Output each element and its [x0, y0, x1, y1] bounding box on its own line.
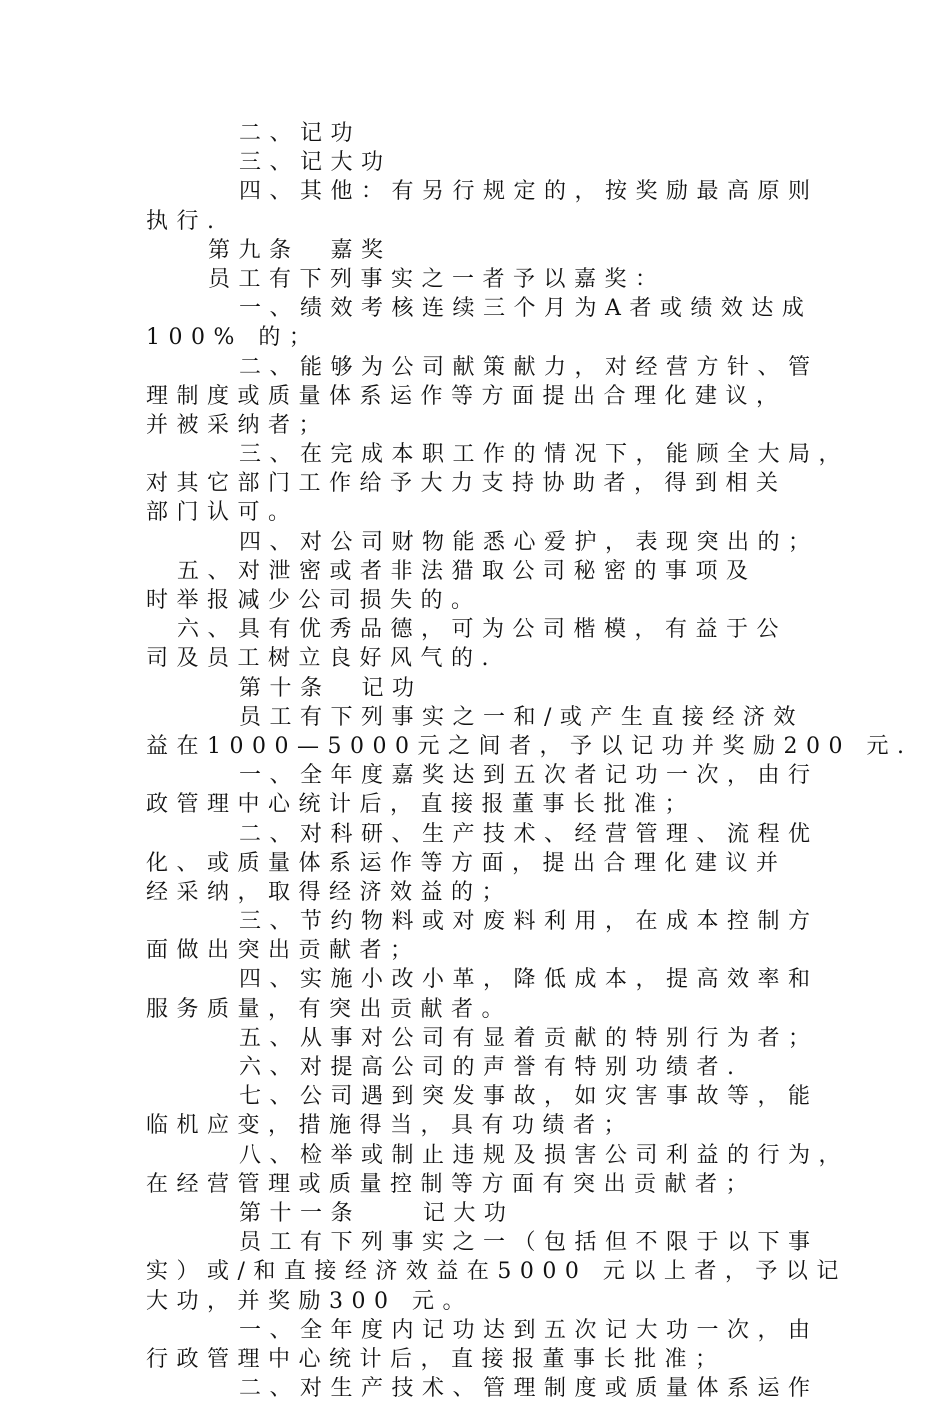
- text-line: 五、对泄密或者非法猎取公司秘密的事项及: [146, 558, 757, 584]
- text-line: 六、对提高公司的声誉有特别功绩者.: [146, 1055, 743, 1080]
- section-heading: 第十一条 记大功: [146, 1200, 515, 1226]
- text-line: 一、全年度内记功达到五次记大功一次，由: [146, 1317, 819, 1343]
- text-line: 一、全年度嘉奖达到五次者记功一次，由行: [146, 763, 819, 789]
- text-line: 二、能够为公司献策献力，对经营方针、管: [146, 354, 819, 380]
- text-line: 五、从事对公司有显着贡献的特别行为者；: [146, 1025, 819, 1051]
- text-line: 员工有下列事实之一者予以嘉奖：: [146, 266, 666, 292]
- text-line: 三、在完成本职工作的情况下，能顾全大局，: [146, 442, 849, 468]
- text-line: 对其它部门工作给予大力支持协助者，得到相关: [146, 471, 787, 497]
- text-line: 司及员工树立良好风气的.: [146, 646, 497, 672]
- text-line: 执行.: [146, 208, 223, 234]
- section-heading: 第九条 嘉奖: [146, 237, 392, 263]
- text-line: 在经营管理或质量控制等方面有突出贡献者；: [146, 1171, 757, 1197]
- text-line: 四、实施小改小革，降低成本，提高效率和: [146, 967, 819, 993]
- text-line: 并被采纳者；: [146, 412, 330, 438]
- text-line: 面做出突出贡献者；: [146, 938, 421, 964]
- text-line: 员工有下列事实之一和/或产生直接经济效: [146, 704, 804, 730]
- text-line: 实）或/和直接经济效益在5000 元以上者，予以记: [146, 1259, 847, 1285]
- text-line: 服务质量，有突出贡献者。: [146, 996, 513, 1022]
- document-body: [146, 119, 913, 1403]
- text-line: 化、或质量体系运作等方面，提出合理化建议并: [146, 850, 787, 876]
- text-line: 四、其他：有另行规定的，按奖励最高原则: [146, 179, 819, 205]
- text-line: 理制度或质量体系运作等方面提出合理化建议，: [146, 383, 787, 409]
- text-line: 三、节约物料或对废料利用，在成本控制方: [146, 909, 819, 935]
- text-line: 二、对科研、生产技术、经营管理、流程优: [146, 821, 819, 847]
- text-line: 时举报减少公司损失的。: [146, 588, 482, 613]
- text-line: 二、对生产技术、管理制度或质量体系运作: [146, 1376, 819, 1402]
- text-line: 三、记大功: [146, 150, 392, 176]
- text-line: 政管理中心统计后，直接报董事长批准；: [146, 792, 696, 818]
- text-line: 六、具有优秀品德，可为公司楷模，有益于公: [146, 617, 787, 643]
- section-heading: 第十条 记功: [146, 675, 423, 701]
- text-line: 经采纳，取得经济效益的；: [146, 879, 513, 905]
- text-line: 100% 的；: [146, 325, 320, 351]
- text-line: 临机应变，措施得当，具有功绩者；: [146, 1113, 635, 1139]
- text-line: 二、记功: [146, 121, 361, 146]
- text-line: 七、公司遇到突发事故，如灾害事故等，能: [146, 1084, 819, 1110]
- text-line: 八、检举或制止违规及损害公司利益的行为，: [146, 1142, 849, 1168]
- text-line: 益在1000—5000元之间者，予以记功并奖励200 元.: [146, 733, 913, 759]
- text-line: 员工有下列事实之一（包括但不限于以下事: [146, 1230, 819, 1256]
- text-line: 一、绩效考核连续三个月为A者或绩效达成: [146, 296, 813, 322]
- text-line: 部门认可。: [146, 500, 299, 526]
- text-line: 四、对公司财物能悉心爱护，表现突出的；: [146, 529, 819, 555]
- text-line: 大功，并奖励300 元。: [146, 1288, 473, 1314]
- text-line: 行政管理中心统计后，直接报董事长批准；: [146, 1346, 726, 1372]
